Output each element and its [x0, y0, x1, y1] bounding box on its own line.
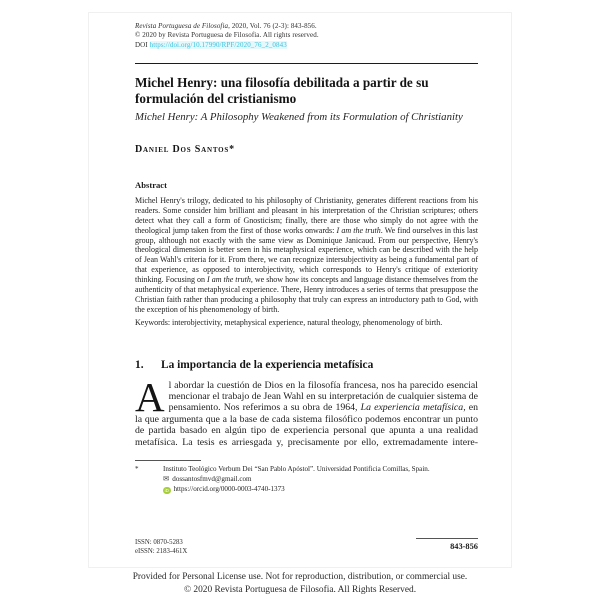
envelope-icon: ✉ [163, 474, 170, 484]
abstract-segment-italic: I am the truth [207, 275, 251, 285]
body-paragraph [135, 373, 479, 448]
keywords-list: interobjectivity, metaphysical experience, natural theology, phenomenology of birth. [172, 317, 443, 327]
header-divider [135, 63, 478, 64]
abstract-segment: . We find ourselves in this last group, although not exactly with the same view as Dominique Janicaud. From our perspective, Henry's theological dimension is better seen in his metaphysical experience, which can be described with the help of Jean Wahl's criteria for it. From there, we can recognize intersubjectivity as being a fundamental part of that experience, as opposed to interobjectivity, which corresponds to Henry's critique of exteriority thinking. Focusing on [135, 225, 479, 285]
page-footer [135, 538, 478, 556]
abstract-text [135, 196, 478, 315]
page-range-divider [416, 538, 478, 539]
journal-name: Revista Portuguesa de Filosofia [135, 22, 229, 30]
eissn: eISSN: 2183-461X [135, 548, 188, 555]
journal-header [135, 22, 478, 50]
footnote [135, 465, 478, 494]
drop-cap: A [135, 373, 165, 420]
issn-block [135, 538, 187, 556]
abstract-segment: Michel Henry's trilogy, dedicated to his philosophy of Christianity, generates different reactions from his readers. Some consider him brilliant and pleasant in his interpretation of the Christian scriptures; others detect what they call a form of Gnosticism; finally, there are those who simply do not agree with the theological jump taken from the first of those works onwards: [135, 195, 478, 235]
article-title-english: Michel Henry: A Philosophy Weakened from its Formulation of Christianity [135, 110, 463, 123]
body-segment: l abordar la cuestión de Dios en la filosofía francesa, nos ha parecido esencial mencionar el trabajo de Jean Wahl en su interpretación de cualquier sistema de pensamiento. Nos referimos a su obra de 1964, [168, 379, 478, 414]
abstract-segment: , we show how its concepts and language distance themselves from the authenticity of that metaphysical experience. There, Henry introduces a series of terms that presuppose the Christian faith rather than producing a philosophy that truly can express an introductory path to God, with the exception of his phenomenology of birth. [135, 275, 478, 314]
orcid-icon: iD [164, 487, 169, 493]
doi-link[interactable]: https://doi.org/10.17990/RPF/2020_76_2_0843 [149, 40, 287, 49]
section-heading [135, 359, 478, 371]
body-segment: , en la que argumenta que a la base de cada sistema filosófico podemos encontrar un punto de partida basado en algún tipo de experiencia personal que apunta a una realidad metafísica. La tesis es arriesgada y, precisamente por ello, extremadamente intere- [135, 402, 479, 448]
license-line-1: Provided for Personal License use. Not for reproduction, distribution, or commercial use. [132, 572, 468, 582]
keywords-label: Keywords: [135, 317, 171, 327]
author-name: Daniel Dos Santos* [135, 143, 235, 155]
section-title: La importancia de la experiencia metafísica [161, 358, 374, 371]
issn: ISSN: 0870-5283 [135, 539, 183, 546]
page-range-block [416, 538, 478, 551]
page-range: 843-856 [450, 542, 478, 551]
journal-copyright-line: © 2020 by Revista Portuguesa de Filosofia. All rights reserved. [135, 31, 319, 40]
doi-line [135, 41, 478, 50]
author-email-line [163, 474, 478, 484]
author-email-link[interactable]: dossantosfmvd@gmail.com [172, 475, 252, 484]
author-affiliation: Instituto Teológico Verbum Dei “San Pablo Apóstol”. Universidad Pontificia Comillas, Spain. [163, 465, 430, 474]
license-notice [0, 571, 600, 597]
article-title: Michel Henry: una filosofía debilitada a partir de su formulación del cristianismo [135, 74, 429, 106]
author-orcid-link[interactable]: https://orcid.org/0000-0003-4740-1373 [173, 484, 285, 493]
abstract-segment-italic: I am the truth [336, 225, 381, 235]
doi-label: DOI [135, 40, 148, 49]
journal-citation-line [135, 22, 478, 31]
page-content [135, 22, 478, 494]
footnote-body [163, 465, 478, 494]
license-line-2: © 2020 Revista Portuguesa de Filosofia. All Rights Reserved. [183, 585, 417, 595]
footnote-divider [135, 460, 201, 461]
abstract-heading: Abstract [135, 179, 167, 190]
footnote-marker: * [135, 465, 139, 474]
body-segment-italic: La experiencia metafísica [360, 402, 464, 414]
author-orcid-line [163, 485, 478, 495]
keywords-row [135, 318, 478, 328]
journal-citation-rest: , 2020, Vol. 76 (2-3): 843-856. [228, 22, 317, 30]
section-number: 1. [135, 358, 144, 371]
